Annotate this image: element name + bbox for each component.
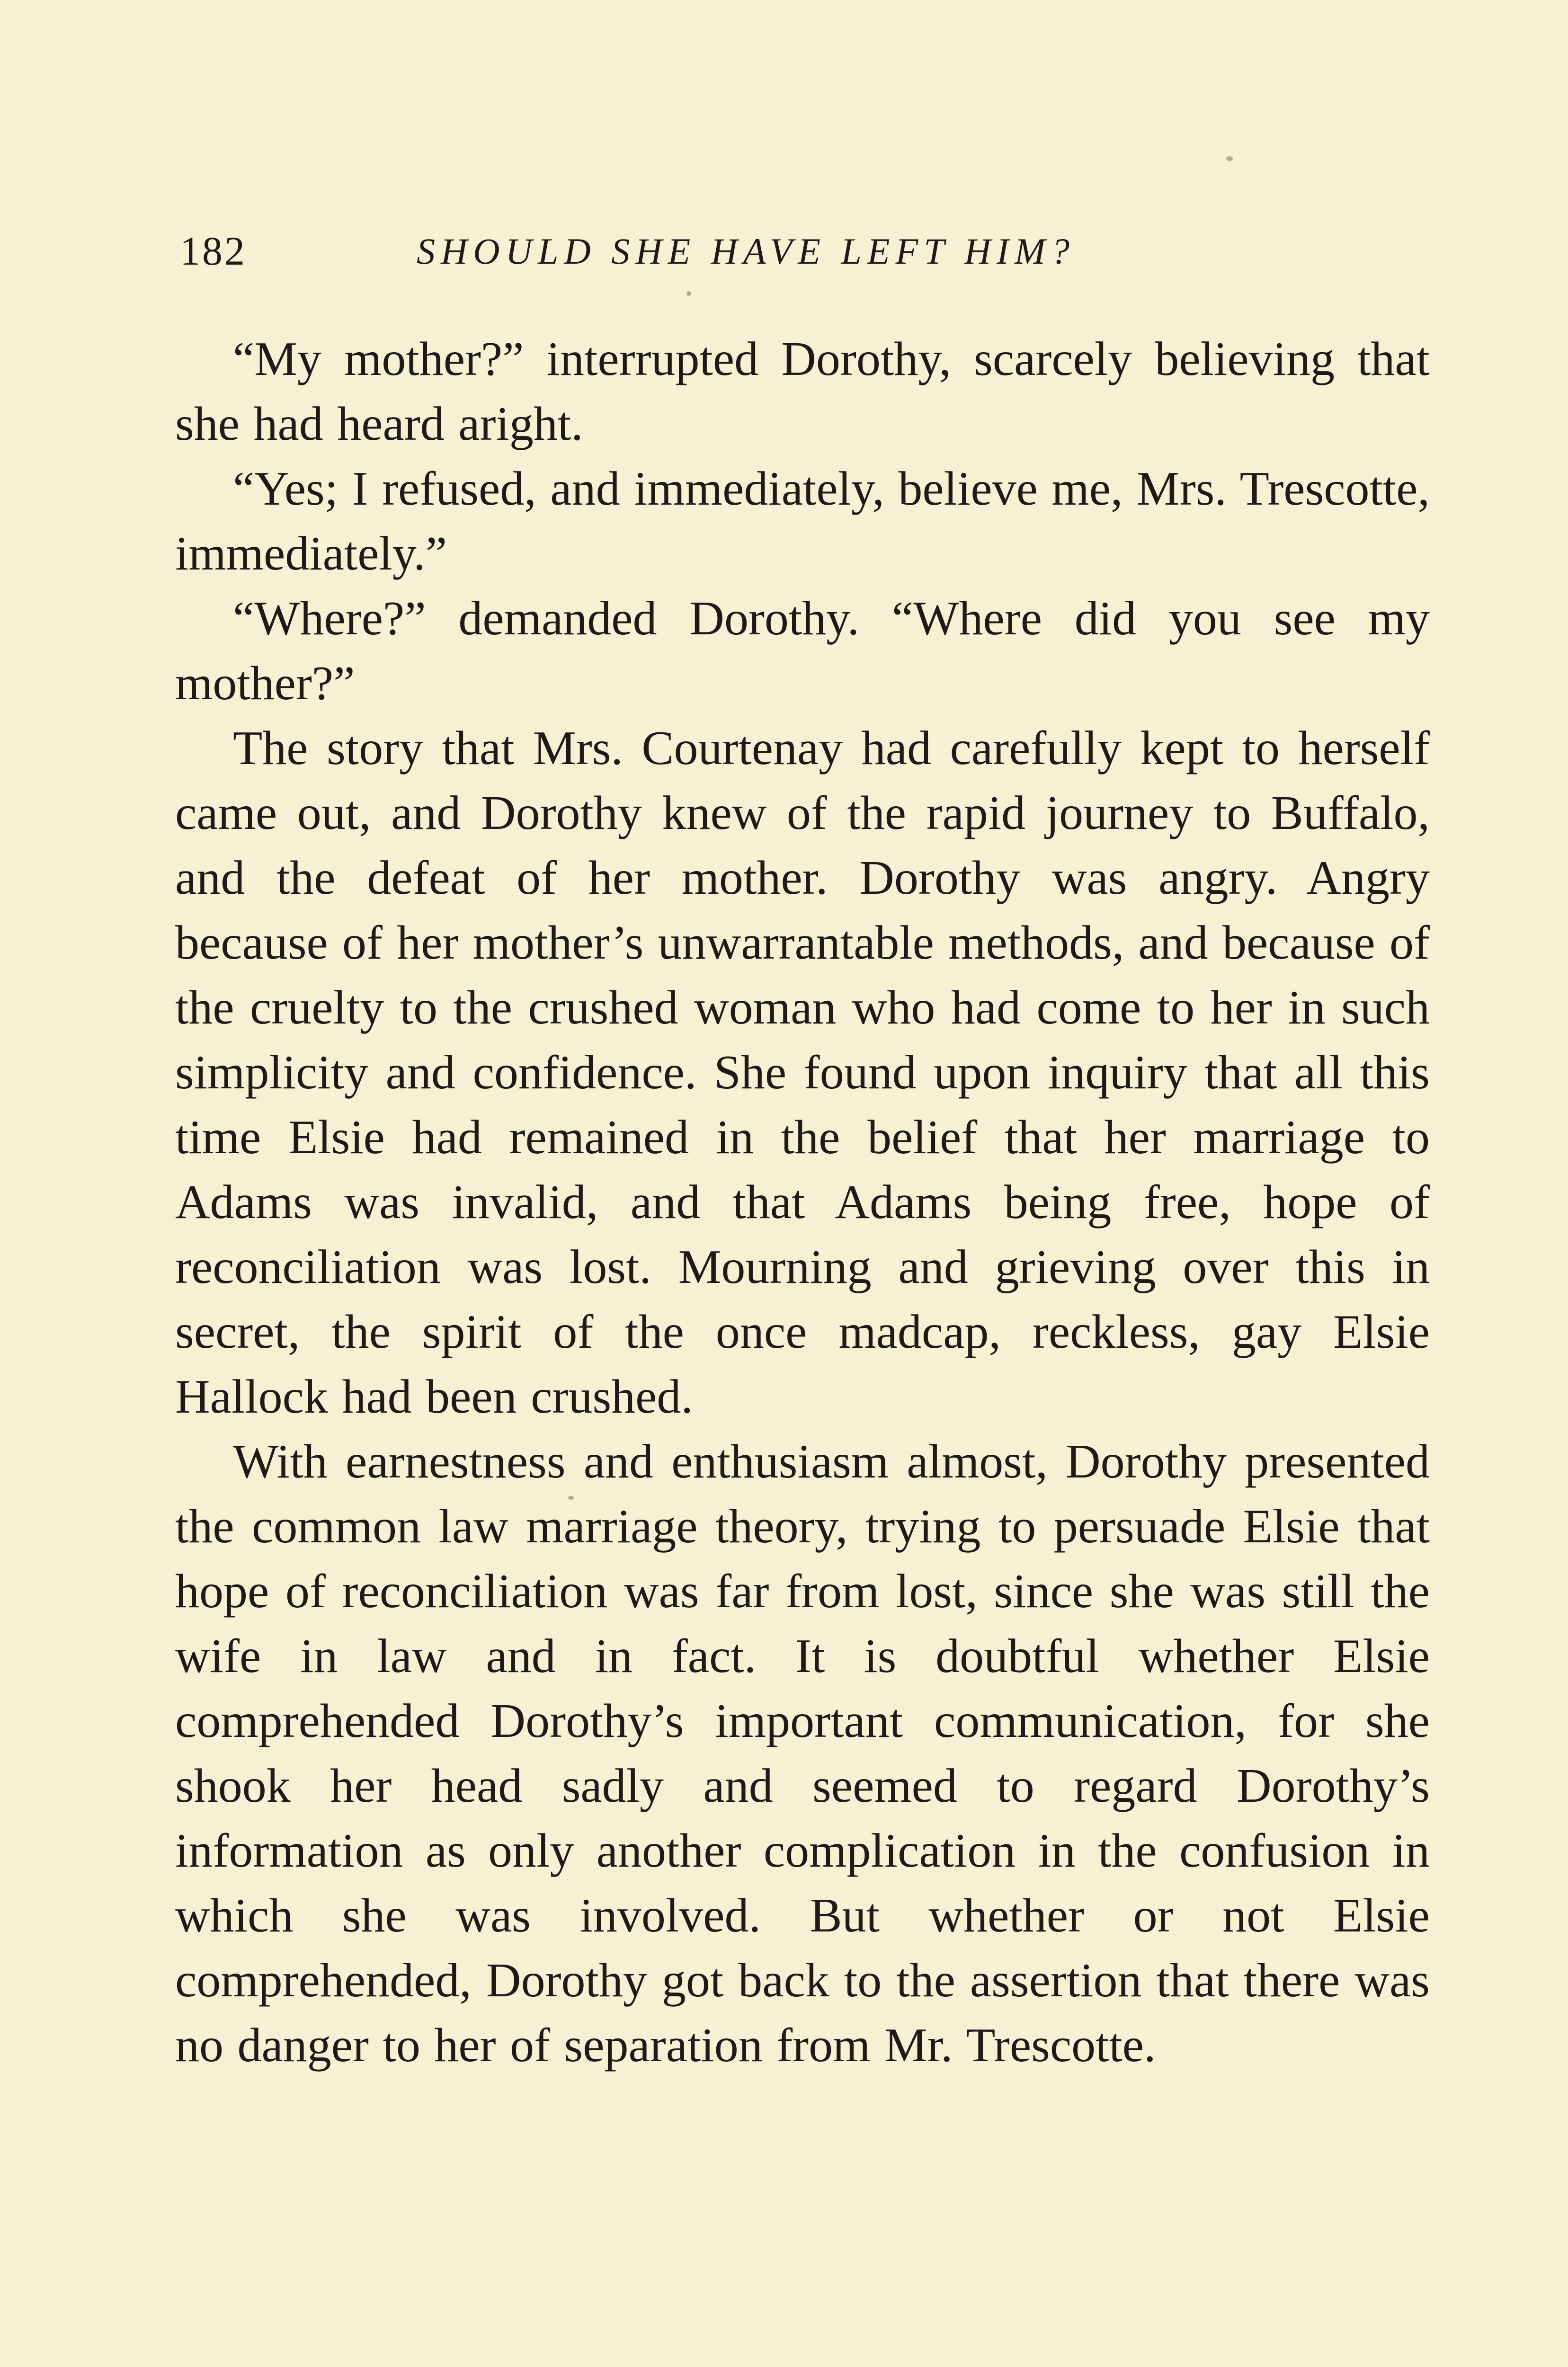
page-header bbox=[180, 227, 1430, 284]
paragraph: “Where?” demanded Dorothy. “Where did you see my mother?” bbox=[175, 592, 1430, 710]
paragraph: “My mother?” interrupted Dorothy, scarcely believing that she had heard aright. bbox=[175, 332, 1430, 451]
body-text bbox=[175, 327, 1430, 2078]
paragraph: “Yes; I refused, and immediately, believe me, Mrs. Trescotte, immediately.” bbox=[175, 462, 1430, 580]
paper-speck bbox=[568, 1496, 574, 1500]
running-title: SHOULD SHE HAVE LEFT HIM? bbox=[417, 231, 1075, 272]
paper-speck bbox=[1226, 156, 1233, 161]
page-number: 182 bbox=[180, 228, 247, 274]
paper-speck bbox=[686, 291, 691, 296]
paragraph: The story that Mrs. Courtenay had carefully kept to herself came out, and Dorothy knew of the rapid journey to Buffalo, and the defeat of her mother. Dorothy was angry. Angry because of her mother’s unwarrantable methods, and because of the cruelty to the crushed woman who had come to her in such simplicity and confidence. She found upon inquiry that all this time Elsie had remained in the belief that her marriage to Adams was invalid, and that Adams being free, hope of reconciliation was lost. Mourning and grieving over this in secret, the spirit of the once madcap, reckless, gay Elsie Hallock had been crushed. bbox=[175, 721, 1430, 1424]
paragraph: With earnestness and enthusiasm almost, Dorothy presented the common law marriage theory, trying to persuade Elsie that hope of reconciliation was far from lost, since she was still the wife in law and in fact. It is doubtful whether Elsie comprehended Dorothy’s important communication, for she shook her head sadly and seemed to regard Dorothy’s information as only another complication in the confusion in which she was involved. But whether or not Elsie comprehended, Dorothy got back to the assertion that there was no danger to her of separation from Mr. Trescotte. bbox=[175, 1435, 1430, 2072]
